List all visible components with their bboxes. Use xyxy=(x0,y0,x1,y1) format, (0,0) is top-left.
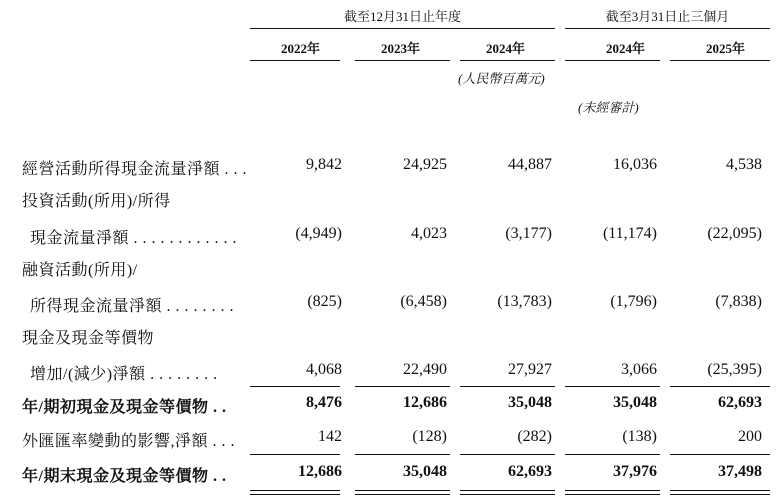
table-row-label-line xyxy=(0,188,777,210)
cell-2024-q1: (11,174) xyxy=(602,225,657,242)
subtotal-rule xyxy=(565,386,660,387)
double-rule-top xyxy=(250,490,340,491)
cell-2024-q1: 3,066 xyxy=(621,361,657,378)
unaudited-note: (未經審計) xyxy=(578,100,639,115)
table-row xyxy=(0,293,777,315)
cell-2022: 9,842 xyxy=(306,156,342,173)
subtotal-rule xyxy=(355,386,450,387)
cell-2025-q1: 4,538 xyxy=(726,156,762,173)
year-rule-2022 xyxy=(250,60,340,61)
table-row xyxy=(0,361,777,383)
double-rule-top xyxy=(565,490,660,491)
cell-2023: 22,490 xyxy=(403,361,447,378)
double-rule-bottom xyxy=(565,494,660,495)
row-label-cont: 現金流量淨額 . . . . . . . . . . . . xyxy=(30,230,238,247)
cell-2024: 27,927 xyxy=(508,361,552,378)
cell-2022: 12,686 xyxy=(298,463,342,480)
row-label: 年/期末現金及現金等價物 . . xyxy=(22,468,227,485)
year-header-2024-q1: 2024年 xyxy=(605,41,645,56)
cell-2023: 35,048 xyxy=(403,463,447,480)
cell-2024-q1: 16,036 xyxy=(613,156,657,173)
row-label: 年/期初現金及現金等價物 . . xyxy=(22,399,227,416)
cell-2023: (128) xyxy=(412,428,447,445)
subtotal-rule xyxy=(670,386,770,387)
total-rule xyxy=(565,454,660,455)
double-rule-bottom xyxy=(355,494,450,495)
cell-2022: (4,949) xyxy=(295,225,342,242)
double-rule-top xyxy=(460,490,555,491)
cell-2025-q1: 37,498 xyxy=(718,463,762,480)
cell-2024: (13,783) xyxy=(497,293,552,310)
year-header-2025-q1: 2025年 xyxy=(705,41,745,56)
table-row xyxy=(0,463,777,485)
double-rule-bottom xyxy=(250,494,340,495)
year-header-2022: 2022年 xyxy=(280,41,320,56)
table-row xyxy=(0,156,777,178)
cell-2025-q1: (7,838) xyxy=(715,293,762,310)
row-label-cont: 增加/(減少)淨額 . . . . . . . . xyxy=(30,366,218,383)
cell-2024-q1: (138) xyxy=(622,428,657,445)
subtotal-rule xyxy=(460,386,555,387)
cell-2023: 4,023 xyxy=(411,225,447,242)
cell-2024: 35,048 xyxy=(508,394,552,411)
unit-note: (人民幣百萬元) xyxy=(458,71,545,86)
cell-2025-q1: (25,395) xyxy=(707,361,762,378)
cell-2024: (282) xyxy=(517,428,552,445)
year-rule-2024 xyxy=(460,60,555,61)
cell-2022: (825) xyxy=(307,293,342,310)
table-row xyxy=(0,394,777,416)
row-label: 融資活動(所用)/ xyxy=(22,262,138,279)
row-label: 投資活動(所用)/所得 xyxy=(22,193,171,210)
cell-2024-q1: 35,048 xyxy=(613,394,657,411)
table-row-label-line xyxy=(0,325,777,347)
table-row-label-line xyxy=(0,257,777,279)
cell-2023: 24,925 xyxy=(403,156,447,173)
header-group-annual: 截至12月31日止年度 xyxy=(343,9,461,24)
year-rule-2023 xyxy=(355,60,450,61)
header-group-quarter-rule xyxy=(565,28,770,29)
total-rule xyxy=(250,454,340,455)
cell-2022: 4,068 xyxy=(306,361,342,378)
year-rule-2025-q1 xyxy=(670,60,770,61)
year-rule-2024-q1 xyxy=(565,60,660,61)
row-label: 現金及現金等價物 xyxy=(22,330,155,347)
cell-2025-q1: (22,095) xyxy=(707,225,762,242)
table-row xyxy=(0,225,777,247)
double-rule-bottom xyxy=(670,494,770,495)
cell-2024: 62,693 xyxy=(508,463,552,480)
year-header-2023: 2023年 xyxy=(380,41,420,56)
cell-2025-q1: 62,693 xyxy=(718,394,762,411)
cell-2024: (3,177) xyxy=(505,225,552,242)
subtotal-rule xyxy=(250,386,340,387)
double-rule-bottom xyxy=(460,494,555,495)
cell-2023: 12,686 xyxy=(403,394,447,411)
cell-2024-q1: (1,796) xyxy=(610,293,657,310)
cell-2022: 142 xyxy=(318,428,342,445)
row-label-cont: 所得現金流量淨額 . . . . . . . . xyxy=(30,298,235,315)
row-label: 外匯匯率變動的影響,淨額 . . . xyxy=(22,433,236,450)
table-row xyxy=(0,428,777,450)
total-rule xyxy=(355,454,450,455)
header-group-quarter: 截至3月31日止三個月 xyxy=(605,9,730,24)
cell-2024: 44,887 xyxy=(508,156,552,173)
year-header-2024: 2024年 xyxy=(485,41,525,56)
cell-2022: 8,476 xyxy=(306,394,342,411)
double-rule-top xyxy=(355,490,450,491)
header-group-annual-rule xyxy=(250,28,555,29)
cell-2025-q1: 200 xyxy=(738,428,762,445)
row-label: 經營活動所得現金流量淨額 . . . xyxy=(22,161,248,178)
cell-2023: (6,458) xyxy=(400,293,447,310)
cell-2024-q1: 37,976 xyxy=(613,463,657,480)
double-rule-top xyxy=(670,490,770,491)
total-rule xyxy=(460,454,555,455)
total-rule xyxy=(670,454,770,455)
